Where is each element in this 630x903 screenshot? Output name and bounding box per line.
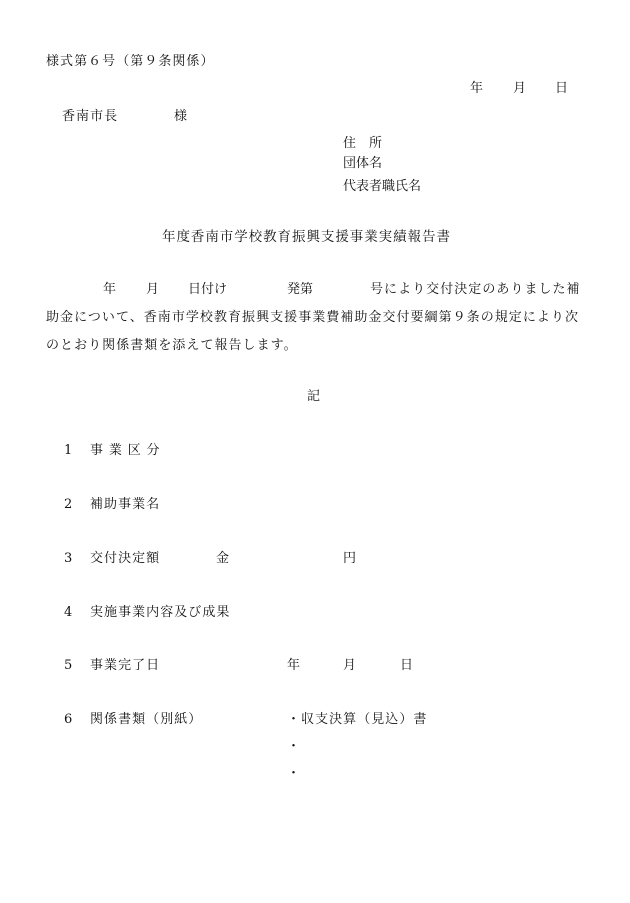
address-label: 住 所 bbox=[343, 136, 383, 151]
item-label: 実施事業内容及び成果 bbox=[90, 605, 231, 620]
completion-month: 月 bbox=[343, 658, 357, 673]
body-month: 月 bbox=[146, 282, 160, 297]
item-number: 4 bbox=[64, 605, 73, 620]
attachment-entry: ・ bbox=[287, 739, 301, 754]
body-rest: 号により交付決定のありました補 bbox=[370, 282, 581, 297]
item-label: 事業区分 bbox=[90, 443, 166, 458]
date-year: 年 bbox=[470, 81, 484, 96]
body-day: 日付け bbox=[188, 282, 228, 297]
addressee-honorific: 様 bbox=[174, 109, 188, 124]
item-label: 交付決定額 bbox=[90, 551, 161, 566]
report-title: 年度香南市学校教育振興支援事業実績報告書 bbox=[162, 229, 451, 245]
representative-label: 代表者職氏名 bbox=[343, 179, 422, 194]
item-label: 事業完了日 bbox=[90, 658, 161, 673]
completion-year: 年 bbox=[287, 658, 301, 673]
item-number: 3 bbox=[64, 551, 73, 566]
body-year: 年 bbox=[103, 282, 117, 297]
addressee-name: 香南市長 bbox=[62, 109, 119, 124]
group-label: 団体名 bbox=[343, 156, 383, 171]
item-number: 6 bbox=[64, 712, 73, 727]
body-line-3: のとおり関係書類を添えて報告します。 bbox=[46, 338, 298, 353]
amount-kin: 金 bbox=[216, 551, 230, 566]
body-issue: 発第 bbox=[287, 282, 314, 297]
date-month: 月 bbox=[513, 81, 527, 96]
body-line-2: 助金について、香南市学校教育振興支援事業費補助金交付要綱第９条の規定により次 bbox=[46, 310, 580, 325]
item-number: 5 bbox=[64, 658, 73, 673]
item-number: 1 bbox=[64, 443, 73, 458]
completion-day: 日 bbox=[400, 658, 414, 673]
item-label: 関係書類（別紙） bbox=[90, 712, 203, 727]
item-label: 補助事業名 bbox=[90, 497, 161, 512]
date-day: 日 bbox=[555, 81, 569, 96]
amount-yen: 円 bbox=[343, 551, 357, 566]
item-number: 2 bbox=[64, 497, 73, 512]
ki-mark: 記 bbox=[307, 389, 321, 404]
attachment-entry: ・収支決算（見込）書 bbox=[287, 712, 428, 727]
attachment-entry: ・ bbox=[287, 766, 301, 781]
form-number: 様式第６号（第９条関係） bbox=[46, 54, 215, 69]
